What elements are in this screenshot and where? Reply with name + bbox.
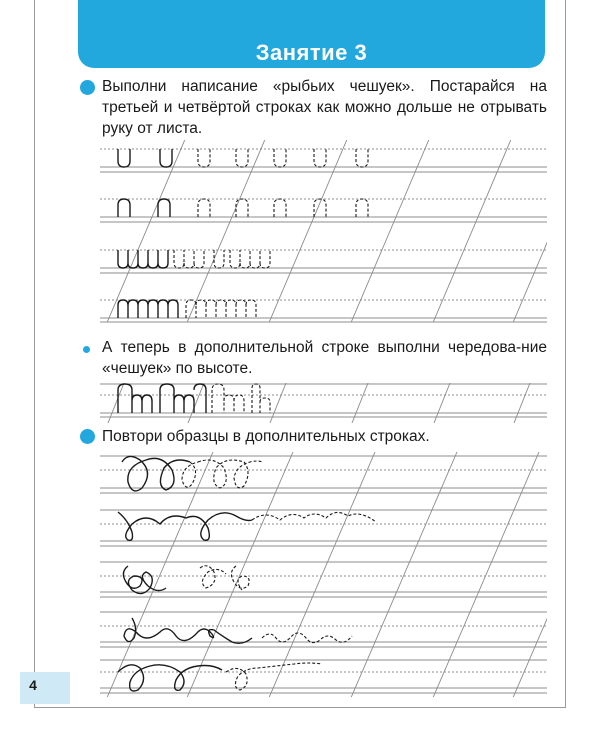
- pattern-row-6-loops: [122, 456, 262, 490]
- writing-row-4: [100, 300, 547, 322]
- task-3-text: Повтори образцы в дополнительных строках.: [102, 428, 430, 445]
- pattern-row-5-alternating-arches: [118, 384, 270, 413]
- task-1-text: Выполни написание «рыбьих чешуек». Постарайся на третьей и четвёртой строках как можно дольше не отрывать руку от листа.: [102, 78, 547, 137]
- page-number: 4: [29, 677, 37, 693]
- slant-lines-task-2: [106, 378, 532, 428]
- writing-row-7: [100, 510, 547, 546]
- slant-lines-task-1: [106, 137, 592, 325]
- lesson-title: Занятие 3: [255, 40, 368, 65]
- writing-row-10: [100, 660, 547, 693]
- writing-row-2: [100, 199, 547, 222]
- writing-row-5: [100, 384, 547, 417]
- pattern-row-8-loops: [123, 566, 249, 594]
- writing-row-8: [100, 562, 547, 597]
- pattern-row-10-loops: [118, 663, 322, 691]
- writing-row-3: [100, 250, 547, 273]
- pattern-row-7-loops-arches: [118, 512, 376, 540]
- writing-row-1: [100, 149, 547, 172]
- writing-row-6: [100, 456, 547, 493]
- pattern-row-3-joined-cups: [118, 250, 270, 268]
- pattern-row-1-cups: [118, 149, 368, 167]
- writing-rows-task-3: [100, 456, 547, 693]
- task-2-text: А теперь в дополнительной строке выполни чередова-ние «чешуек» по высоте.: [102, 339, 547, 377]
- writing-rows-task-1: [100, 149, 547, 322]
- pattern-row-9-waves: [124, 618, 352, 643]
- pattern-row-4-joined-arches: [118, 300, 256, 318]
- slant-lines-task-3: [106, 445, 600, 700]
